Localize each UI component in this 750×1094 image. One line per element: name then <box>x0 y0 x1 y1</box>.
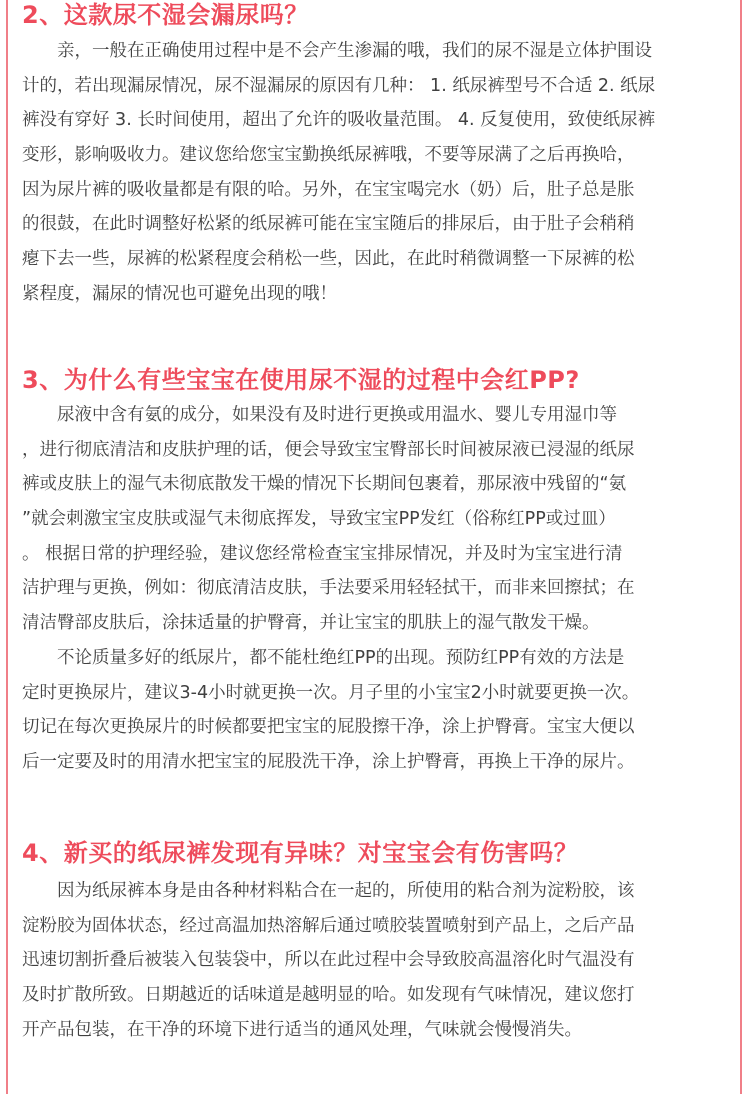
text-line: 淀粉胶为固体状态，经过高温加热溶解后通过喷胶装置喷射到产品上，之后产品 <box>22 915 635 936</box>
section-body <box>22 874 734 1047</box>
section-body <box>22 398 734 780</box>
text-line: 清洁臀部皮肤后，涂抹适量的护臀膏，并让宝宝的肌肤上的湿气散发干燥。 <box>22 613 600 634</box>
text-line: 。 根据日常的护理经验，建议您经常检查宝宝排尿情况，并及时为宝宝进行清 <box>22 543 623 564</box>
text-line: 因为尿片裤的吸收量都是有限的哈。另外，在宝宝喝完水（奶）后，肚子总是胀 <box>22 179 635 200</box>
text-line: 裤没有穿好 3. 长时间使用，超出了允许的吸收量范围。 4. 反复使用，致使纸尿裤 <box>22 110 656 131</box>
text-line: ”就会刺激宝宝皮肤或湿气未彻底挥发，导致宝宝PP发红（俗称红PP或过皿） <box>22 509 616 530</box>
text-line: 迅速切割折叠后被装入包装袋中，所以在此过程中会导致胶高温溶化时气温没有 <box>22 950 635 971</box>
text-line: 紧程度，漏尿的情况也可避免出现的哦！ <box>22 283 337 304</box>
text-line: 变形，影响吸收力。建议您给您宝宝勤换纸尿裤哦，不要等尿满了之后再换哈， <box>22 145 635 166</box>
text-line: 切记在每次更换尿片的时候都要把宝宝的屁股擦干净，涂上护臀膏。宝宝大便以 <box>22 717 635 738</box>
text-line: 亲，一般在正确使用过程中是不会产生渗漏的哦，我们的尿不湿是立体护围设 <box>22 41 652 61</box>
text-line: 因为纸尿裤本身是由各种材料粘合在一起的，所使用的粘合剂为淀粉胶，该 <box>22 881 635 901</box>
text-line: 后一定要及时的用清水把宝宝的屁股洗干净，涂上护臀膏，再换上干净的尿片。 <box>22 751 635 772</box>
text-line: 瘪下去一些，尿裤的松紧程度会稍松一些，因此，在此时稍微调整一下尿裤的松 <box>22 249 635 270</box>
text-line: ，进行彻底清洁和皮肤护理的话，便会导致宝宝臀部长时间被尿液已浸湿的纸尿 <box>22 439 635 460</box>
text-line: 裤或皮肤上的湿气未彻底散发干燥的情况下长期间包裹着，那尿液中残留的“氨 <box>22 474 627 495</box>
section-body <box>22 34 734 312</box>
text-line: 计的，若出现漏尿情况，尿不湿漏尿的原因有几种： 1. 纸尿裤型号不合适 2. 纸尿 <box>22 75 656 96</box>
text-line: 定时更换尿片，建议3-4小时就更换一次。月子里的小宝宝2小时就要更换一次。 <box>22 682 640 703</box>
text-line: 的很鼓，在此时调整好松紧的纸尿裤可能在宝宝随后的排尿后，由于肚子会稍稍 <box>22 214 635 235</box>
section-heading: 3、为什么有些宝宝在使用尿不湿的过程中会红PP? <box>22 366 580 394</box>
text-line: 尿液中含有氨的成分，如果没有及时进行更换或用温水、婴儿专用湿巾等 <box>22 405 617 425</box>
text-line: 不论质量多好的纸尿片，都不能杜绝红PP的出现。预防红PP有效的方法是 <box>22 647 625 668</box>
text-line: 及时扩散所致。日期越近的话味道是越明显的哈。如发现有气味情况，建议您打 <box>22 985 635 1006</box>
text-line: 开产品包装，在干净的环境下进行适当的通风处理，气味就会慢慢消失。 <box>22 1019 582 1040</box>
text-line: 洁护理与更换，例如：彻底清洁皮肤，手法要采用轻轻拭干，而非来回擦拭；在 <box>22 578 635 599</box>
section-heading: 4、新买的纸尿裤发现有异味？对宝宝会有伤害吗？ <box>22 839 579 867</box>
section-heading: 2、这款尿不湿会漏尿吗？ <box>22 1 309 29</box>
